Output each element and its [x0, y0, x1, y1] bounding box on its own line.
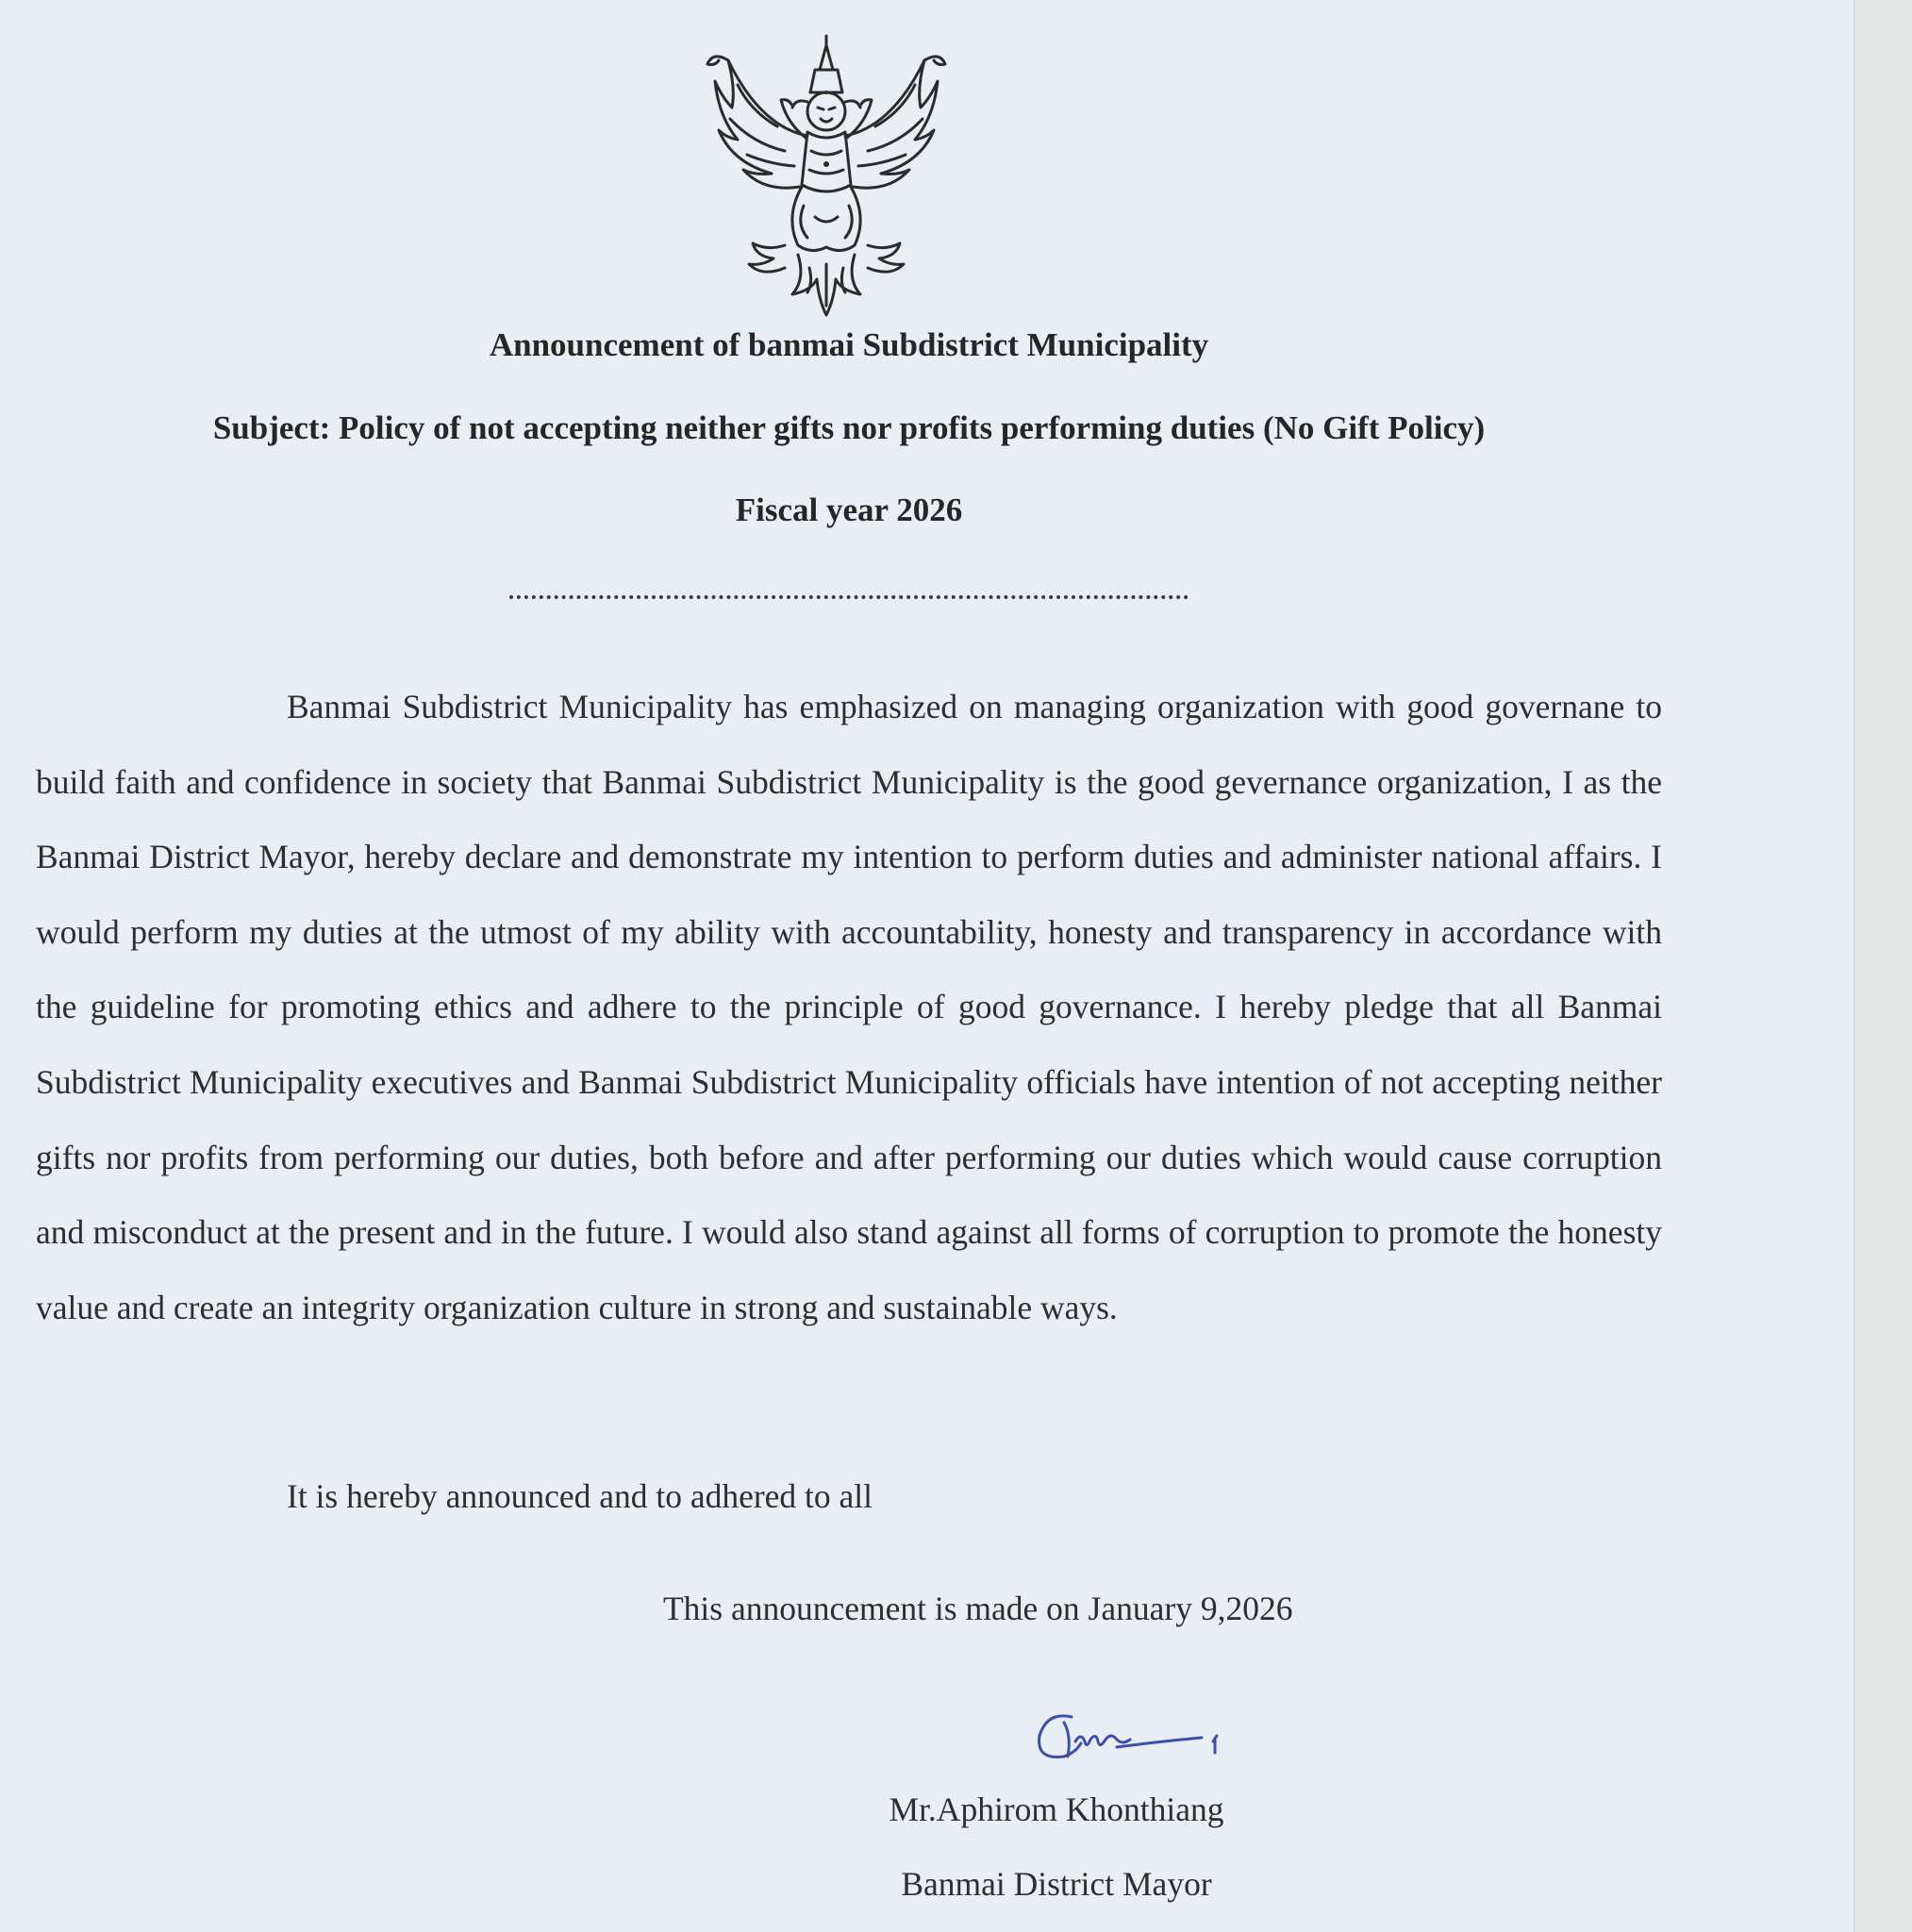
announcement-heading: Announcement of banmai Subdistrict Municipality: [489, 326, 1209, 363]
signatory-name: Mr.Aphirom Khonthiang: [889, 1790, 1224, 1828]
garuda-emblem-icon: [694, 32, 958, 323]
dotted-separator: [509, 584, 1189, 599]
handwritten-signature: [1019, 1698, 1245, 1774]
announcement-date: This announcement is made on January 9,2026: [663, 1590, 1293, 1627]
fiscal-year: Fiscal year 2026: [735, 491, 963, 528]
signatory-title: Banmai District Mayor: [901, 1865, 1212, 1903]
closing-statement: It is hereby announced and to adhered to all: [287, 1477, 873, 1515]
announcement-subject: Subject: Policy of not accepting neither gifts nor profits performing duties (No Gift Policy): [212, 409, 1486, 446]
announcement-body: Banmai Subdistrict Municipality has emphasized on managing organization with good governane to build faith and confidence in society that Banmai Subdistrict Municipality is the good gevernance organization, I as the Banmai District Mayor, hereby declare and demonstrate my intention to perform duties and administer national affairs. I would perform my duties at the utmost of my ability with accountability, honesty and transparency in accordance with the guideline for promoting ethics and adhere to the principle of good governance. I hereby pledge that all Banmai Subdistrict Municipality executives and Banmai Subdistrict Municipality officials have intention of not accepting neither gifts nor profits from performing our duties, both before and after performing our duties which would cause corruption and misconduct at the present and in the future. I would also stand against all forms of corruption to promote the honesty value and create an integrity organization culture in strong and sustainable ways.: [36, 688, 1662, 1326]
page-edge-background: [1854, 0, 1912, 1932]
